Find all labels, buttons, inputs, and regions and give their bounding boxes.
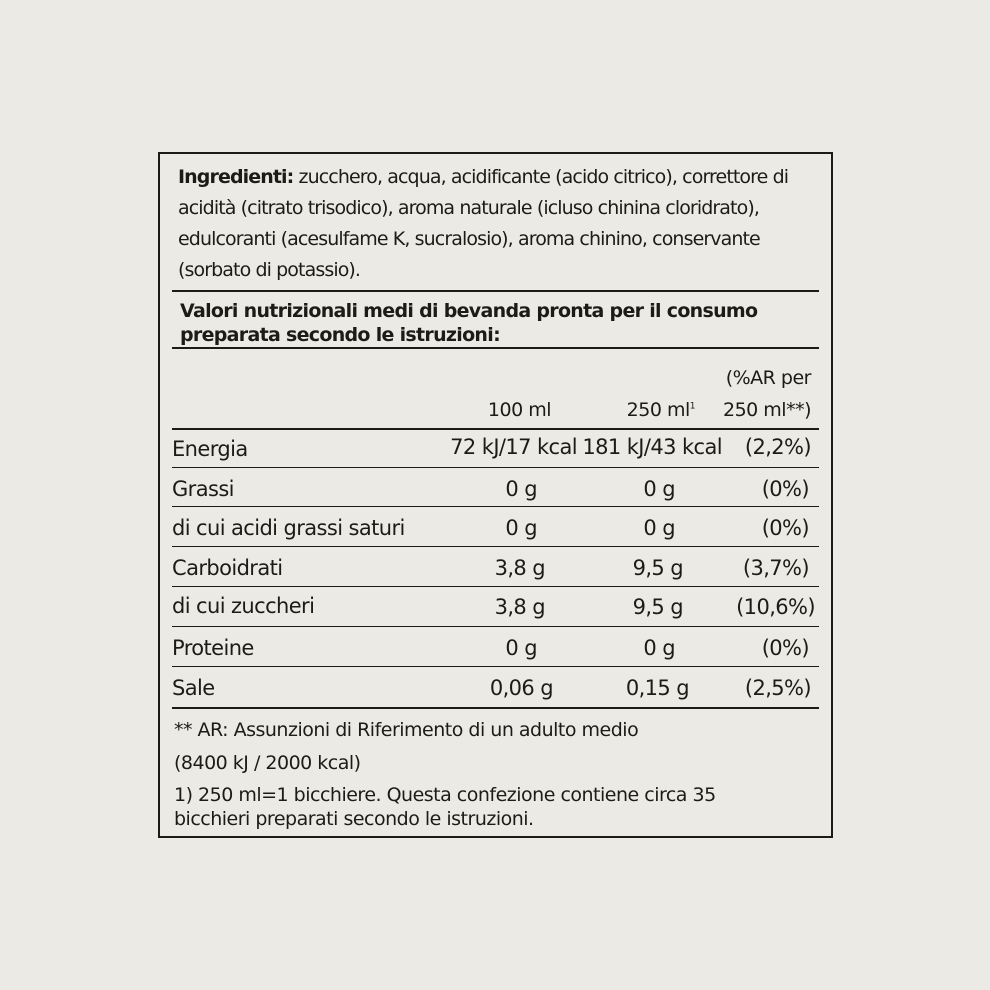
row-name: Proteine bbox=[172, 636, 254, 660]
row-name: di cui acidi grassi saturi bbox=[172, 516, 405, 540]
row-value-ar: (3,7%) bbox=[742, 556, 809, 580]
divider bbox=[172, 347, 819, 349]
row-divider bbox=[172, 626, 819, 627]
divider bbox=[172, 428, 819, 430]
row-value-250ml: 0,15 g bbox=[625, 676, 689, 700]
column-header-ar bbox=[723, 362, 811, 426]
row-divider bbox=[172, 506, 819, 507]
divider bbox=[172, 290, 819, 292]
row-value-100ml: 0,06 g bbox=[489, 676, 553, 700]
row-value-100ml: 0 g bbox=[505, 477, 537, 501]
row-value-250ml: 9,5 g bbox=[632, 595, 683, 619]
row-value-100ml: 72 kJ/17 kcal bbox=[450, 435, 577, 459]
row-value-ar: (2,2%) bbox=[744, 435, 811, 459]
ingredients-list: zucchero, acqua, acidificante (acido citrico), correttore di acidità (citrato trisodico), aroma naturale (icluso chinina cloridrato), edulcoranti (acesulfame K, sucralosio), aroma chinino, conservante (sorbato di potassio). bbox=[178, 166, 789, 281]
ingredients-label: Ingredienti: bbox=[178, 166, 294, 188]
row-value-250ml: 0 g bbox=[643, 516, 675, 540]
row-value-ar: (0%) bbox=[761, 516, 809, 540]
row-value-100ml: 0 g bbox=[505, 636, 537, 660]
nutrition-heading: Valori nutrizionali medi di bevanda pronta per il consumo preparata secondo le istruzioni: bbox=[180, 300, 758, 346]
footnote-serving-cont: bicchieri preparati secondo le istruzioni. bbox=[174, 808, 534, 830]
row-value-100ml: 3,8 g bbox=[494, 595, 545, 619]
divider bbox=[172, 707, 819, 709]
column-header-ar-line2: 250 ml**) bbox=[722, 399, 811, 421]
column-header-ar-line1: (%AR per bbox=[725, 367, 811, 389]
row-value-250ml: 181 kJ/43 kcal bbox=[582, 435, 722, 459]
row-divider bbox=[172, 546, 819, 547]
row-value-250ml: 0 g bbox=[643, 477, 675, 501]
row-name: Carboidrati bbox=[172, 556, 283, 580]
row-value-250ml: 9,5 g bbox=[632, 556, 683, 580]
footnote-marker: 1 bbox=[689, 401, 695, 412]
footnote-ar-reference: (8400 kJ / 2000 kcal) bbox=[174, 752, 361, 774]
row-name: di cui zuccheri bbox=[172, 594, 315, 618]
row-value-100ml: 3,8 g bbox=[494, 556, 545, 580]
footnote-serving: 1) 250 ml=1 bicchiere. Questa confezione contiene circa 35 bbox=[174, 784, 716, 806]
row-name: Energia bbox=[172, 437, 248, 461]
row-value-100ml: 0 g bbox=[505, 516, 537, 540]
column-header-100ml: 100 ml bbox=[487, 399, 551, 421]
row-value-ar: (2,5%) bbox=[744, 676, 811, 700]
row-divider bbox=[172, 586, 819, 587]
nutrition-label bbox=[158, 152, 833, 838]
row-value-ar: (0%) bbox=[761, 636, 809, 660]
column-header-250ml: 250 $ml^1$ bbox=[626, 399, 695, 421]
row-divider bbox=[172, 467, 819, 468]
row-value-ar: (10,6%) bbox=[736, 595, 815, 619]
row-divider bbox=[172, 666, 819, 667]
ingredients-text bbox=[178, 162, 818, 286]
row-name: Sale bbox=[172, 676, 215, 700]
row-name: Grassi bbox=[172, 477, 234, 501]
row-value-250ml: 0 g bbox=[643, 636, 675, 660]
footnote-ar-definition: ** AR: Assunzioni di Riferimento di un adulto medio bbox=[174, 719, 639, 741]
row-value-ar: (0%) bbox=[761, 477, 809, 501]
